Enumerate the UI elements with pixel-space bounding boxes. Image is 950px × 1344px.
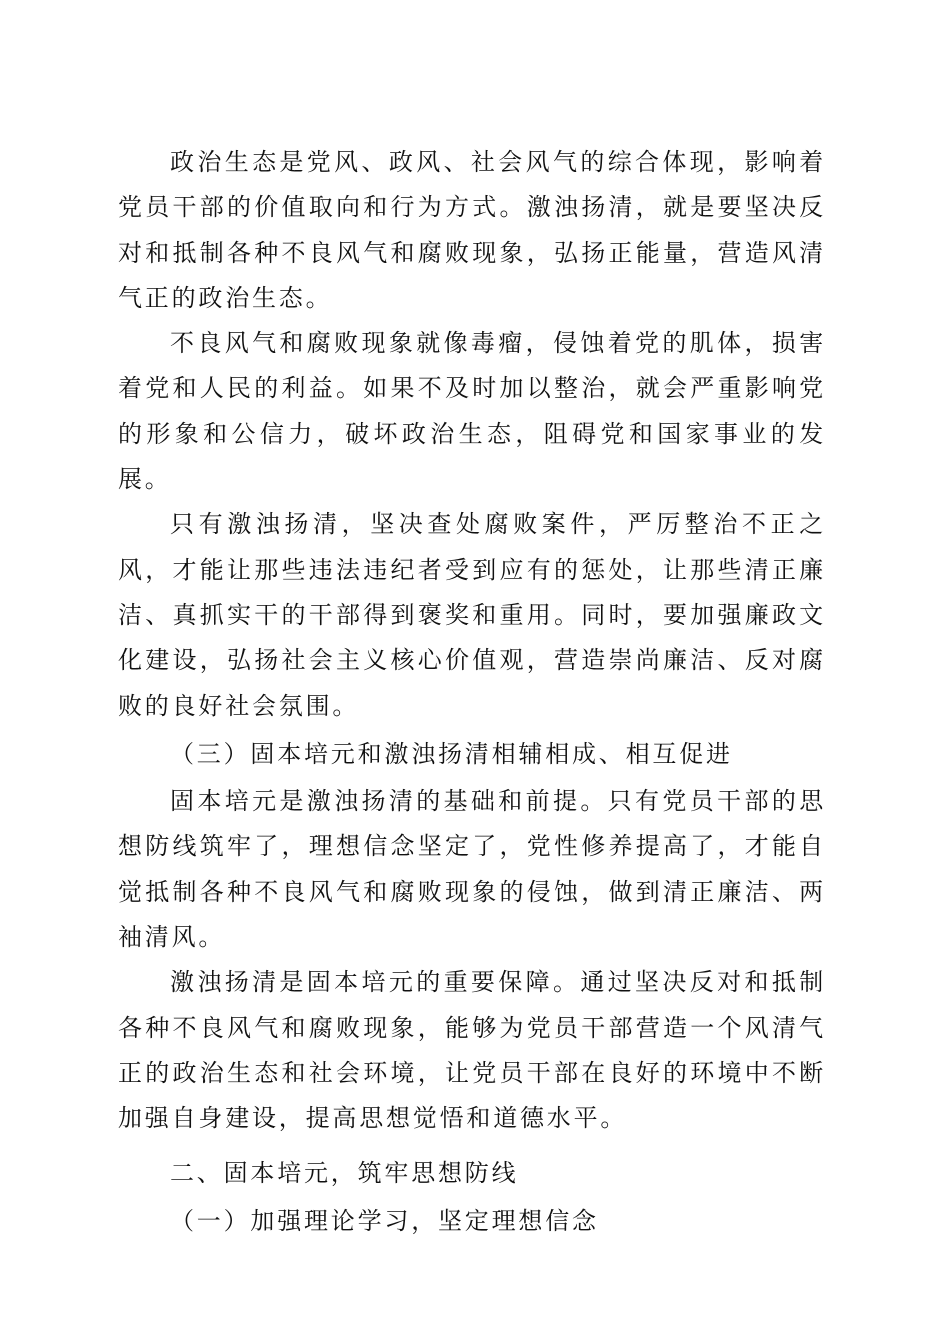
section-heading: 二、固本培元，筑牢思想防线 [170, 1158, 519, 1187]
paragraph: 不良风气和腐败现象就像毒瘤，侵蚀着党的肌体，损害着党和人民的利益。如果不及时加以整治，就会严重影响党的形象和公信力，破坏政治生态，阻碍党和国家事业的发展。 [118, 329, 826, 494]
paragraph: 政治生态是党风、政风、社会风气的综合体现，影响着党员干部的价值取向和行为方式。激浊扬清，就是要坚决反对和抵制各种不良风气和腐败现象，弘扬正能量，营造风清气正的政治生态。 [118, 148, 826, 312]
subheading: （一）加强理论学习，坚定理想信念 [170, 1206, 599, 1235]
subheading: （三）固本培元和激浊扬清相辅相成、相互促进 [170, 739, 733, 768]
paragraph: 只有激浊扬清，坚决查处腐败案件，严厉整治不正之风，才能让那些违法违纪者受到应有的惩处，让那些清正廉洁、真抓实干的干部得到褒奖和重用。同时，要加强廉政文化建设，弘扬社会主义核心价值观，营造崇尚廉洁、反对腐败的良好社会氛围。 [118, 510, 826, 720]
paragraph: 固本培元是激浊扬清的基础和前提。只有党员干部的思想防线筑牢了，理想信念坚定了，党性修养提高了，才能自觉抵制各种不良风气和腐败现象的侵蚀，做到清正廉洁、两袖清风。 [118, 787, 826, 952]
document-page [118, 140, 826, 1246]
paragraph: 激浊扬清是固本培元的重要保障。通过坚决反对和抵制各种不良风气和腐败现象，能够为党员干部营造一个风清气正的政治生态和社会环境，让党员干部在良好的环境中不断加强自身建设，提高思想觉悟和道德水平。 [118, 968, 826, 1133]
